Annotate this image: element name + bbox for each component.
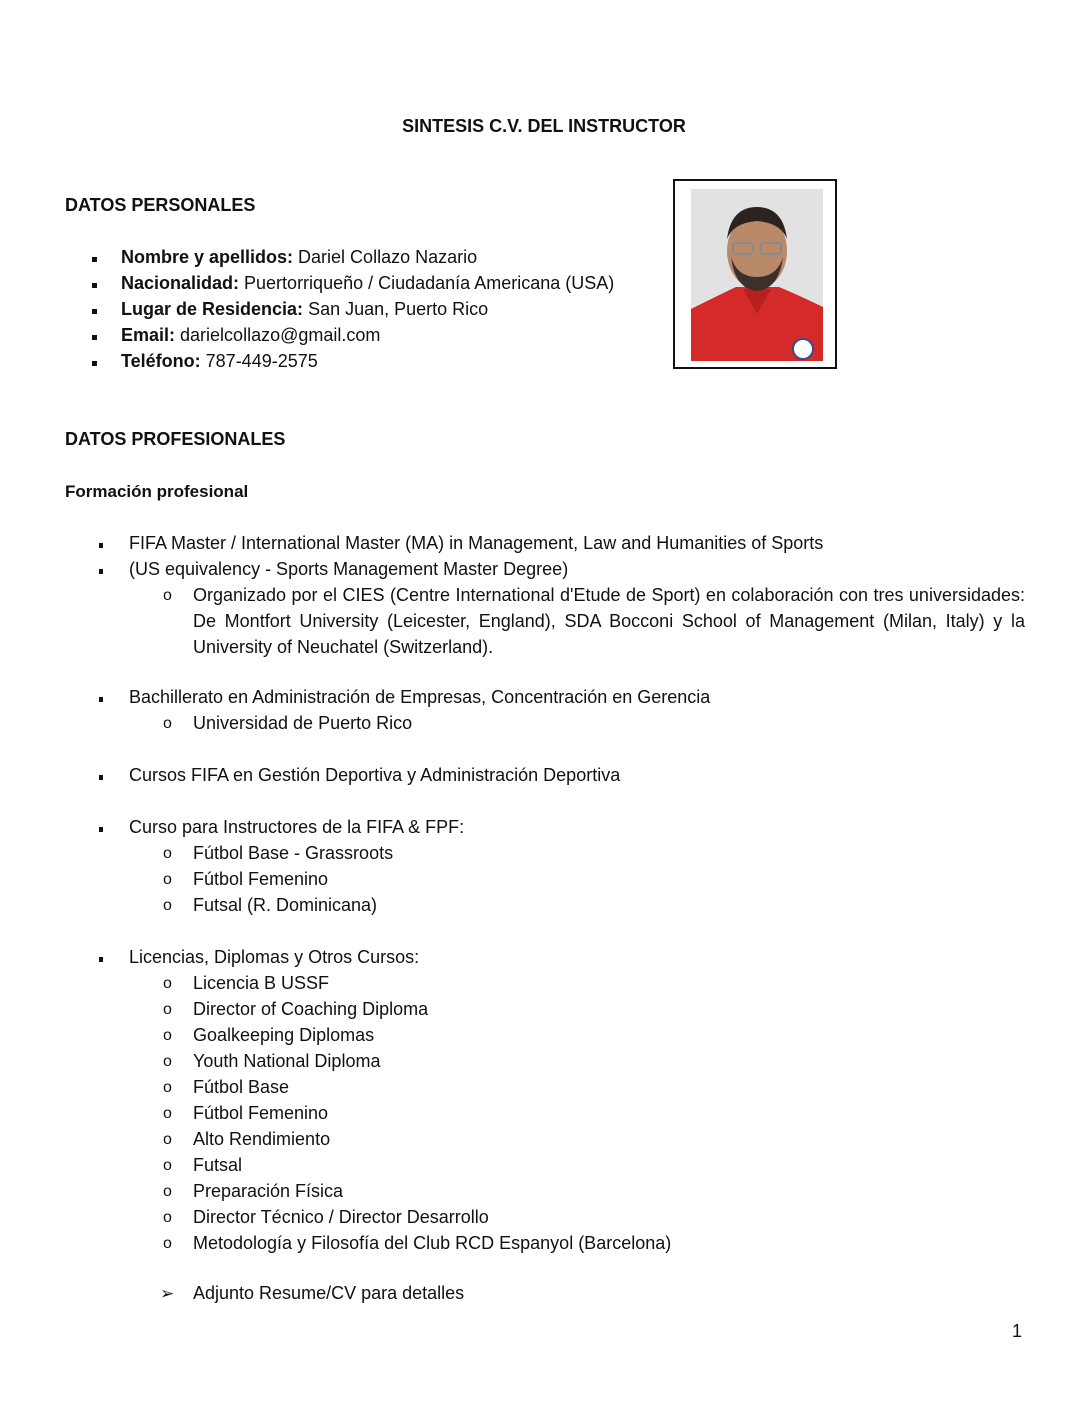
licencia-sub-item: Alto Rendimiento (193, 1129, 331, 1149)
licencia-sub-item: Director Técnico / Director Desarrollo (193, 1207, 489, 1227)
document-title: SINTESIS C.V. DEL INSTRUCTOR (402, 116, 686, 136)
cies-note: Organizado por el CIES (Centre International d'Etude de Sport) en colaboración con tres universidades: De Montfort University (Leicester, England), SDA Bocconi School of Management (Milan, Italy) y la University of Neuchatel (Switzerland). (193, 585, 1025, 657)
profile-photo-frame (673, 179, 837, 369)
square-bullet-icon (99, 543, 103, 548)
circle-bullet-icon: o (163, 975, 172, 992)
square-bullet-icon (99, 827, 103, 832)
licencia-sub-item: Goalkeeping Diplomas (193, 1025, 375, 1045)
us-equivalency-item: (US equivalency - Sports Management Master Degree) (129, 559, 569, 579)
licencia-sub-item: Fútbol Base (193, 1077, 290, 1097)
cursos-fifa-item: Cursos FIFA en Gestión Deportiva y Administración Deportiva (129, 765, 621, 785)
licencias-item: Licencias, Diplomas y Otros Cursos: (129, 947, 420, 967)
profile-photo (691, 189, 823, 361)
circle-bullet-icon: o (163, 1053, 172, 1070)
personal-item-nationality: Nacionalidad: Puertorriqueño / Ciudadanía Americana (USA) (121, 273, 615, 293)
formacion-subheading: Formación profesional (65, 482, 249, 501)
personal-heading: DATOS PERSONALES (65, 195, 256, 215)
circle-bullet-icon: o (163, 1027, 172, 1044)
circle-bullet-icon: o (163, 845, 172, 862)
page-number: 1 (1012, 1321, 1023, 1341)
circle-bullet-icon: o (163, 1209, 172, 1226)
personal-item-phone: Teléfono: 787-449-2575 (121, 351, 318, 371)
personal-item-email: Email: darielcollazo@gmail.com (121, 325, 381, 345)
square-bullet-icon (99, 957, 103, 962)
instructores-sub-item: Fútbol Base - Grassroots (193, 843, 394, 863)
licencia-sub-item: Metodología y Filosofía del Club RCD Espanyol (Barcelona) (193, 1233, 672, 1253)
personal-item-residence: Lugar de Residencia: San Juan, Puerto Rico (121, 299, 489, 319)
square-bullet-icon (92, 309, 97, 314)
square-bullet-icon (92, 283, 97, 288)
professional-heading: DATOS PROFESIONALES (65, 429, 286, 449)
square-bullet-icon (92, 361, 97, 366)
circle-bullet-icon: o (163, 897, 172, 914)
arrow-bullet-icon: ➢ (160, 1284, 175, 1303)
circle-bullet-icon: o (163, 1131, 172, 1148)
licencia-sub-item: Fútbol Femenino (193, 1103, 329, 1123)
instructores-sub-item: Futsal (R. Dominicana) (193, 895, 378, 915)
instructores-item: Curso para Instructores de la FIFA & FPF: (129, 817, 465, 837)
licencia-sub-item: Youth National Diploma (193, 1051, 381, 1071)
licencia-sub-item: Director of Coaching Diploma (193, 999, 429, 1019)
bachillerato-sub-item: Universidad de Puerto Rico (193, 713, 413, 733)
circle-bullet-icon: o (163, 715, 172, 732)
circle-bullet-icon: o (163, 1079, 172, 1096)
circle-bullet-icon: o (163, 1157, 172, 1174)
bachillerato-item: Bachillerato en Administración de Empresas, Concentración en Gerencia (129, 687, 711, 707)
circle-bullet-icon: o (163, 871, 172, 888)
circle-bullet-icon: o (163, 587, 172, 604)
circle-bullet-icon: o (163, 1235, 172, 1252)
fifa-master-item: FIFA Master / International Master (MA) in Management, Law and Humanities of Sports (129, 533, 824, 553)
personal-item-name: Nombre y apellidos: Dariel Collazo Nazario (121, 247, 478, 267)
square-bullet-icon (92, 257, 97, 262)
square-bullet-icon (92, 335, 97, 340)
square-bullet-icon (99, 569, 103, 574)
circle-bullet-icon: o (163, 1183, 172, 1200)
instructores-sub-item: Fútbol Femenino (193, 869, 329, 889)
licencia-sub-item: Licencia B USSF (193, 973, 330, 993)
square-bullet-icon (99, 775, 103, 780)
licencia-sub-item: Preparación Física (193, 1181, 344, 1201)
square-bullet-icon (99, 697, 103, 702)
adjunto-item: Adjunto Resume/CV para detalles (193, 1283, 465, 1303)
circle-bullet-icon: o (163, 1105, 172, 1122)
licencia-sub-item: Futsal (193, 1155, 243, 1175)
circle-bullet-icon: o (163, 1001, 172, 1018)
